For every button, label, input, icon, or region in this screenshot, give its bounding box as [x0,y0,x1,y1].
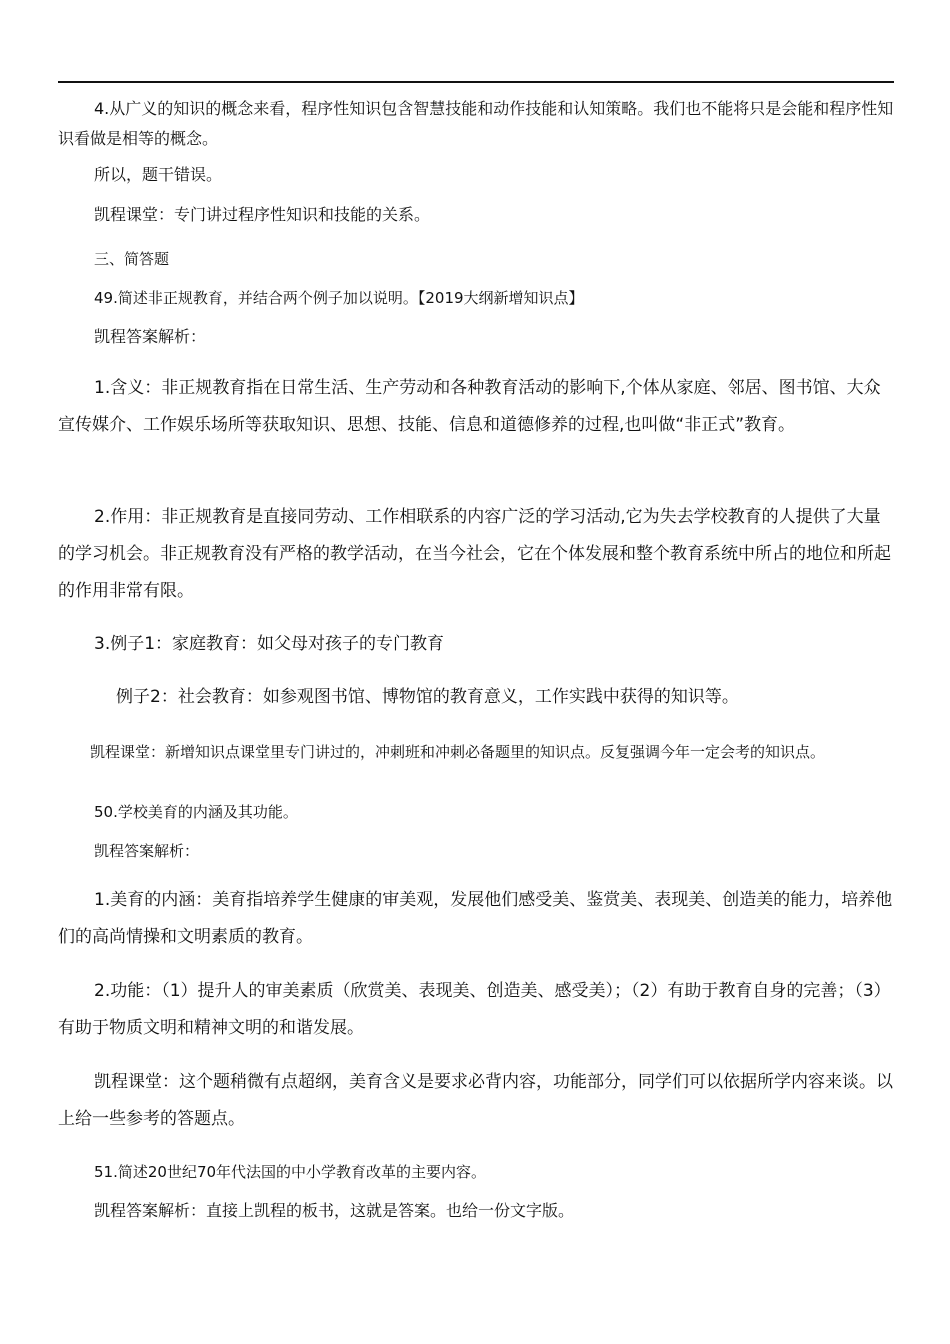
question-51: 51.简述20世纪70年代法国的中小学教育改革的主要内容。 [94,1163,487,1181]
answer-analysis-label-51: 凯程答案解析：直接上凯程的板书，这就是答案。也给一份文字版。 [94,1201,575,1220]
paragraph-kaicheng-note-1: 凯程课堂：专门讲过程序性知识和技能的关系。 [94,205,431,224]
section-heading-short-answer: 三、简答题 [94,250,170,268]
paragraph-aesthetic-function: 2.功能：（1）提升人的审美素质（欣赏美、表现美、创造美、感受美）；（2）有助于教育自身的完善；（3）有助于物质文明和精神文明的和谐发展。 [58,981,891,1038]
paragraph-conclusion: 所以，题干错误。 [94,165,223,184]
paragraph-definition: 1.含义：非正规教育指在日常生活、生产劳动和各种教育活动的影响下,个体从家庭、邻居、图书馆、大众宣传媒介、工作娱乐场所等获取知识、思想、技能、信息和道德修养的过程,也叫做“非正式”教育。 [58,378,881,435]
paragraph-aesthetic-definition: 1.美育的内涵：美育指培养学生健康的审美观，发展他们感受美、鉴赏美、表现美、创造美的能力，培养他们的高尚情操和文明素质的教育。 [58,890,893,947]
paragraph-example-1: 3.例子1：家庭教育：如父母对孩子的专门教育 [94,634,445,654]
paragraph-kaicheng-note-2: 凯程课堂：新增知识点课堂里专门讲过的，冲刺班和冲刺必备题里的知识点。反复强调今年一定会考的知识点。 [90,743,826,761]
header-rule [58,81,894,83]
answer-analysis-label-50: 凯程答案解析： [94,842,200,860]
paragraph-function: 2.作用：非正规教育是直接同劳动、工作相联系的内容广泛的学习活动,它为失去学校教育的人提供了大量的学习机会。非正规教育没有严格的教学活动，在当今社会，它在个体发展和整个教育系统中所占的地位和所起的作用非常有限。 [58,507,891,601]
answer-analysis-label-49: 凯程答案解析： [94,327,207,346]
paragraph-answer-4: 4.从广义的知识的概念来看，程序性知识包含智慧技能和动作技能和认知策略。我们也不能将只是会能和程序性知识看做是相等的概念。 [58,99,894,148]
question-50: 50.学校美育的内涵及其功能。 [94,803,298,821]
paragraph-example-2: 例子2：社会教育：如参观图书馆、博物馆的教育意义，工作实践中获得的知识等。 [116,687,739,707]
question-49: 49.简述非正规教育，并结合两个例子加以说明。【2019大纲新增知识点】 [94,289,584,307]
paragraph-kaicheng-note-3: 凯程课堂：这个题稍微有点超纲，美育含义是要求必背内容，功能部分，同学们可以依据所学内容来谈。以上给一些参考的答题点。 [58,1072,893,1129]
